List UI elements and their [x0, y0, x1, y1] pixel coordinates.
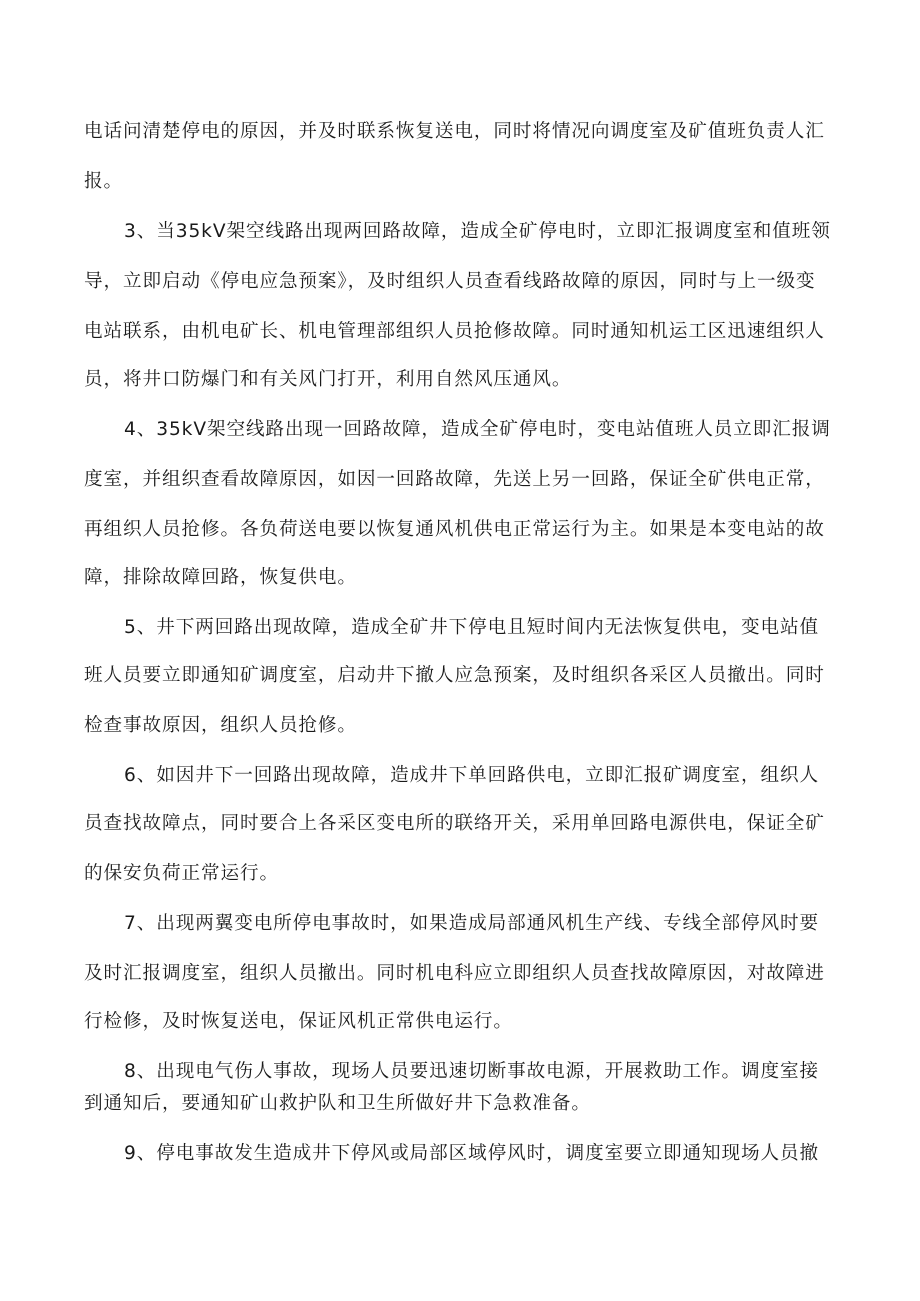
paragraph-line: 行检修，及时恢复送电，保证风机正常供电运行。 [84, 1011, 513, 1032]
paragraph-line: 检查事故原因，组织人员抢修。 [84, 715, 357, 736]
paragraph-line: 的保安负荷正常运行。 [84, 863, 279, 884]
paragraph-line: 到通知后，要通知矿山救护队和卫生所做好井下急救准备。 [84, 1093, 591, 1114]
paragraph-line: 再组织人员抢修。各负荷送电要以恢复通风机供电正常运行为主。如果是本变电站的故 [84, 519, 825, 540]
paragraph-line: 障，排除故障回路，恢复供电。 [84, 567, 357, 588]
paragraph-line: 度室，并组织查看故障原因，如因一回路故障，先送上另一回路，保证全矿供电正常， [84, 469, 825, 490]
paragraph-line: 8、出现电气伤人事故，现场人员要迅速切断事故电源，开展救助工作。调度室接 [124, 1061, 820, 1082]
paragraph-line: 9、停电事故发生造成井下停风或局部区域停风时，调度室要立即通知现场人员撤 [124, 1143, 820, 1164]
paragraph-line: 电话问清楚停电的原因，并及时联系恢复送电，同时将情况向调度室及矿值班负责人汇 [84, 121, 825, 142]
paragraph-line: 3、当35kV架空线路出现两回路故障，造成全矿停电时，立即汇报调度室和值班领 [124, 221, 831, 242]
paragraph-line: 班人员要立即通知矿调度室，启动井下撤人应急预案，及时组织各采区人员撤出。同时 [84, 665, 825, 686]
paragraph-line: 电站联系，由机电矿长、机电管理部组织人员抢修故障。同时通知机运工区迅速组织人 [84, 321, 825, 342]
paragraph-line: 7、出现两翼变电所停电事故时，如果造成局部通风机生产线、专线全部停风时要 [124, 913, 820, 934]
paragraph-line: 5、井下两回路出现故障，造成全矿井下停电且短时间内无法恢复供电，变电站值 [124, 617, 820, 638]
paragraph-line: 6、如因井下一回路出现故障，造成井下单回路供电，立即汇报矿调度室，组织人 [124, 765, 820, 786]
paragraph-line: 及时汇报调度室，组织人员撤出。同时机电科应立即组织人员查找故障原因，对故障进 [84, 963, 825, 984]
paragraph-line: 导，立即启动《停电应急预案》，及时组织人员查看线路故障的原因，同时与上一级变 [84, 271, 816, 292]
paragraph-line: 报。 [84, 171, 123, 192]
paragraph-line: 4、35kV架空线路出现一回路故障，造成全矿停电时，变电站值班人员立即汇报调 [124, 419, 831, 440]
paragraph-line: 员，将井口防爆门和有关风门打开，利用自然风压通风。 [84, 369, 572, 390]
paragraph-line: 员查找故障点，同时要合上各采区变电所的联络开关，采用单回路电源供电，保证全矿 [84, 813, 825, 834]
